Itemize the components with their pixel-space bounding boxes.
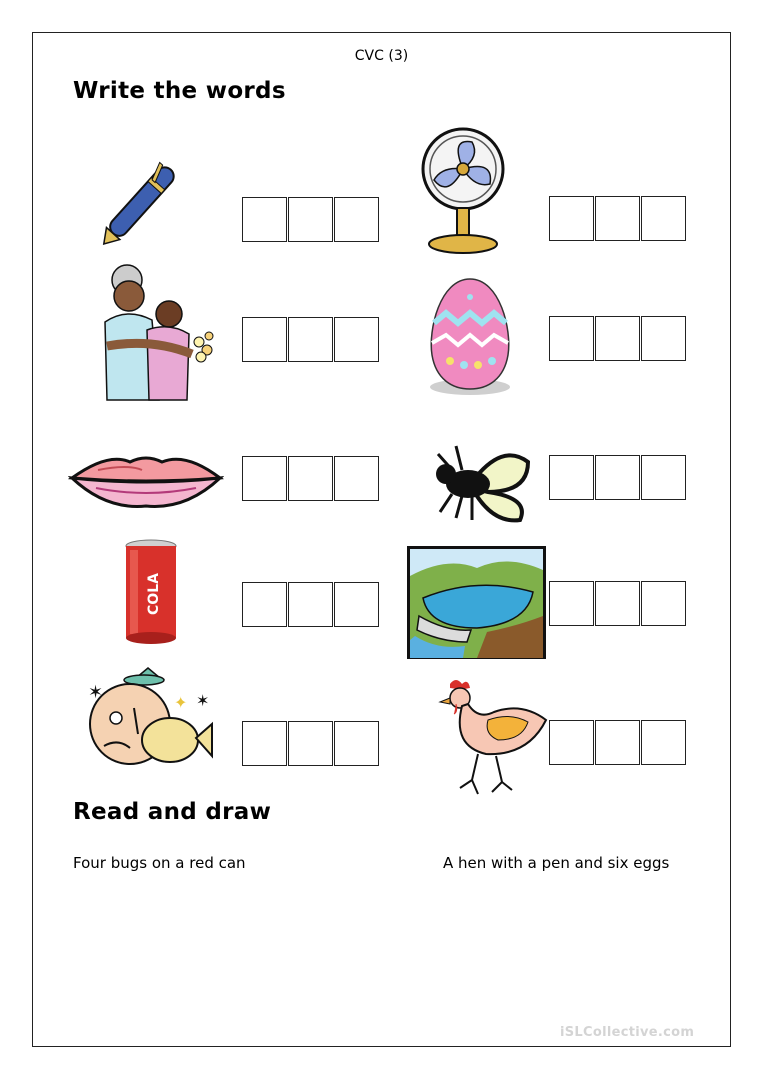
letter-box[interactable] (242, 197, 287, 242)
letter-boxes-can[interactable] (242, 582, 380, 627)
svg-text:COLA: COLA (146, 573, 162, 615)
letter-box[interactable] (288, 721, 333, 766)
fish-head-icon (78, 664, 216, 778)
letter-box[interactable] (334, 721, 379, 766)
letter-boxes-fish[interactable] (242, 721, 380, 766)
letter-box[interactable] (242, 456, 287, 501)
letter-box[interactable] (334, 317, 379, 362)
worksheet-title: CVC (3) (354, 48, 409, 64)
letter-box[interactable] (288, 582, 333, 627)
letter-boxes-dam[interactable] (549, 581, 687, 626)
letter-box[interactable] (242, 582, 287, 627)
letter-box[interactable] (595, 581, 640, 626)
letter-box[interactable] (334, 197, 379, 242)
letter-box[interactable] (595, 196, 640, 241)
section-heading-read-draw: Read and draw (73, 799, 272, 825)
dam-icon (407, 546, 546, 659)
letter-box[interactable] (549, 455, 594, 500)
letter-box[interactable] (334, 582, 379, 627)
letter-box[interactable] (242, 317, 287, 362)
letter-box[interactable] (595, 316, 640, 361)
egg-icon (420, 275, 520, 400)
section-heading-write: Write the words (73, 78, 286, 104)
svg-text:✶: ✶ (88, 682, 104, 703)
letter-box[interactable] (641, 316, 686, 361)
letter-box[interactable] (334, 456, 379, 501)
letter-boxes-bug[interactable] (549, 455, 687, 500)
letter-box[interactable] (288, 317, 333, 362)
letter-box[interactable] (288, 197, 333, 242)
letter-box[interactable] (641, 196, 686, 241)
letter-boxes-hug[interactable] (242, 317, 380, 362)
lips-icon (68, 448, 224, 510)
letter-boxes-pen[interactable] (242, 197, 380, 242)
letter-box[interactable] (641, 455, 686, 500)
letter-box[interactable] (549, 720, 594, 765)
watermark: iSLCollective.com (560, 1025, 695, 1040)
letter-boxes-lips[interactable] (242, 456, 380, 501)
hug-icon (97, 262, 217, 402)
letter-box[interactable] (549, 196, 594, 241)
pen-icon (92, 155, 192, 251)
letter-boxes-fan[interactable] (549, 196, 687, 241)
hen-icon (432, 676, 552, 798)
letter-box[interactable] (641, 720, 686, 765)
bug-icon (432, 432, 536, 532)
sentence-left: Four bugs on a red can (73, 854, 246, 872)
letter-box[interactable] (595, 720, 640, 765)
letter-box[interactable] (595, 455, 640, 500)
letter-boxes-egg[interactable] (549, 316, 687, 361)
letter-box[interactable] (549, 581, 594, 626)
fan-icon (420, 126, 506, 258)
letter-box[interactable] (549, 316, 594, 361)
svg-text:✶: ✶ (196, 691, 210, 710)
letter-box[interactable] (242, 721, 287, 766)
sentence-right: A hen with a pen and six eggs (443, 854, 670, 872)
letter-box[interactable] (641, 581, 686, 626)
can-icon (122, 538, 180, 646)
letter-box[interactable] (288, 456, 333, 501)
letter-boxes-hen[interactable] (549, 720, 687, 765)
svg-text:✦: ✦ (174, 693, 188, 712)
